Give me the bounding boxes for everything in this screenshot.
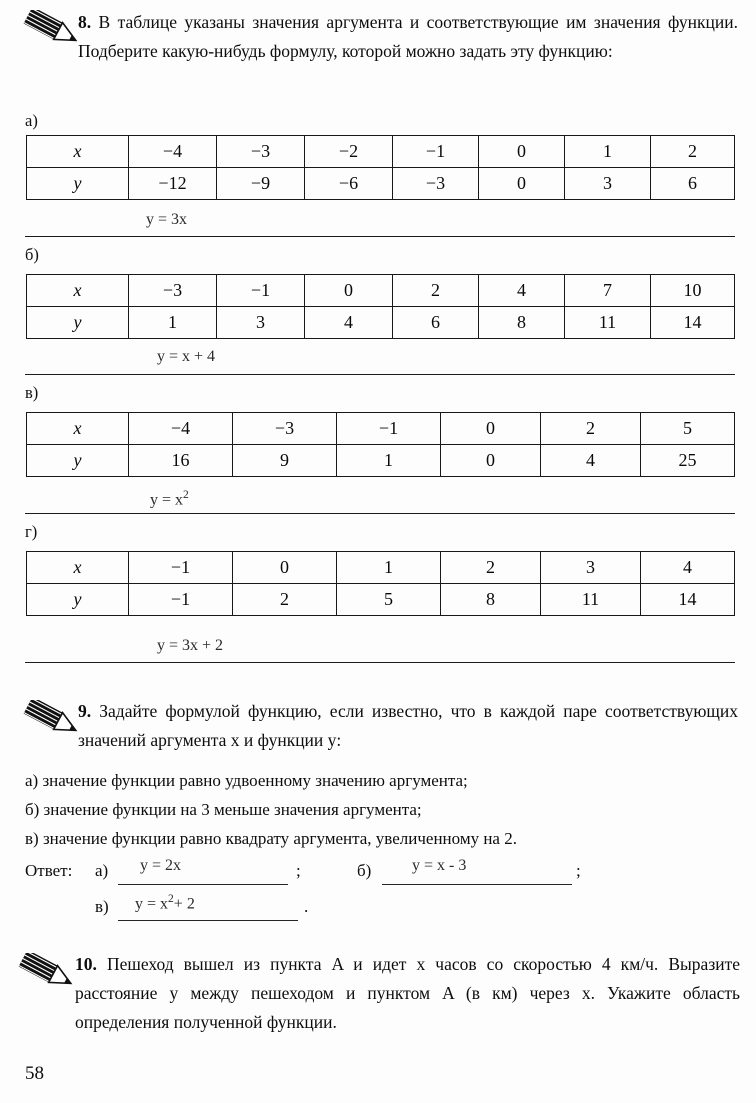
- row-label-x: x: [27, 552, 129, 584]
- answer-part-a: y = 3x: [146, 211, 188, 228]
- cell: 16: [129, 445, 233, 477]
- problem-9-statement: [78, 697, 738, 755]
- cell: 0: [441, 445, 541, 477]
- cell: 14: [641, 584, 735, 616]
- pencil-icon: [22, 10, 84, 50]
- answer-9v-line[interactable]: [118, 920, 298, 921]
- pencil-icon: [17, 953, 79, 993]
- cell: −4: [129, 136, 217, 168]
- answer-9v-base: y = x: [135, 895, 169, 913]
- cell: 25: [641, 445, 735, 477]
- cell: 2: [441, 552, 541, 584]
- section-rule-v: [25, 513, 735, 514]
- cell: 4: [541, 445, 641, 477]
- cell: 7: [565, 275, 651, 307]
- problem-10-number: 10.: [75, 954, 97, 974]
- answer-9a-terminator: ;: [296, 861, 301, 880]
- cell: 0: [479, 168, 565, 200]
- answer-part-v-base: y = x: [150, 491, 184, 509]
- cell: 3: [565, 168, 651, 200]
- cell: 0: [233, 552, 337, 584]
- cell: 0: [441, 413, 541, 445]
- cell: 4: [479, 275, 565, 307]
- row-label-y: y: [27, 307, 129, 339]
- table-row: [27, 275, 735, 307]
- table-part-b: [26, 274, 735, 339]
- table-part-v: [26, 412, 735, 477]
- cell: 5: [641, 413, 735, 445]
- section-rule-a: [25, 236, 735, 237]
- row-label-y: y: [27, 584, 129, 616]
- answer-9v-value[interactable]: [135, 893, 195, 913]
- answer-part-v-exponent: 2: [183, 489, 189, 501]
- problem-8-statement: [78, 8, 738, 66]
- row-label-x: x: [27, 136, 129, 168]
- section-rule-g: [25, 662, 735, 663]
- answer-9v-exponent: 2: [168, 893, 174, 905]
- answer-9a-line[interactable]: [118, 884, 288, 885]
- table-part-g: [26, 551, 735, 616]
- part-label-g: г): [25, 522, 38, 541]
- cell: 4: [641, 552, 735, 584]
- cell: −1: [393, 136, 479, 168]
- table-row: [27, 136, 735, 168]
- table-row: [27, 584, 735, 616]
- cell: −1: [129, 584, 233, 616]
- table-part-a: [26, 135, 735, 200]
- cell: 8: [479, 307, 565, 339]
- cell: 11: [565, 307, 651, 339]
- problem-9-item-v: в) значение функции равно квадрату аргумента, увеличенному на 2.: [25, 829, 517, 848]
- row-label-y: y: [27, 168, 129, 200]
- cell: 0: [479, 136, 565, 168]
- table-row: [27, 168, 735, 200]
- cell: 3: [541, 552, 641, 584]
- cell: 6: [393, 307, 479, 339]
- cell: −1: [217, 275, 305, 307]
- row-label-x: x: [27, 275, 129, 307]
- answer-prefix-label: Ответ:: [25, 861, 73, 880]
- cell: 0: [305, 275, 393, 307]
- row-label-x: x: [27, 413, 129, 445]
- cell: 4: [305, 307, 393, 339]
- cell: −6: [305, 168, 393, 200]
- answer-9v-tail: + 2: [173, 895, 195, 913]
- section-rule-b: [25, 374, 735, 375]
- part-label-b: б): [25, 245, 39, 264]
- pencil-icon: [22, 700, 84, 740]
- problem-10-statement: [75, 950, 740, 1037]
- page-number: 58: [25, 1063, 44, 1084]
- answer-9b-line[interactable]: [382, 884, 572, 885]
- cell: 1: [337, 445, 441, 477]
- problem-9-number: 9.: [78, 701, 92, 721]
- cell: 6: [651, 168, 735, 200]
- cell: 9: [233, 445, 337, 477]
- problem-9-text: Задайте формулой функцию, если известно, что в каждой паре соответствующих значений аргумента x и функции y:: [78, 701, 739, 750]
- answer-part-v: [150, 489, 189, 509]
- cell: −1: [337, 413, 441, 445]
- answer-9v-terminator: .: [304, 897, 309, 916]
- problem-10-text: Пешеход вышел из пункта A и идет x часов со скоростью 4 км/ч. Выразите расстояние y между пешеходом и пунктом A (в км) через x. Укажите область определения полученной функции.: [75, 954, 741, 1032]
- problem-9-item-a: а) значение функции равно удвоенному значению аргумента;: [25, 771, 468, 790]
- answer-9a-label: а): [95, 861, 109, 880]
- cell: 1: [337, 552, 441, 584]
- answer-9b-label: б): [357, 861, 372, 880]
- cell: 5: [337, 584, 441, 616]
- answer-part-g: y = 3x + 2: [157, 637, 224, 654]
- cell: 2: [233, 584, 337, 616]
- part-label-a: а): [25, 111, 38, 130]
- answer-9b-value[interactable]: y = x - 3: [412, 857, 467, 874]
- cell: 14: [651, 307, 735, 339]
- cell: −2: [305, 136, 393, 168]
- part-label-v: в): [25, 383, 39, 402]
- cell: 10: [651, 275, 735, 307]
- problem-9-item-b: б) значение функции на 3 меньше значения аргумента;: [25, 800, 422, 819]
- answer-9v-label: в): [95, 897, 109, 916]
- cell: 2: [651, 136, 735, 168]
- cell: 2: [393, 275, 479, 307]
- row-label-y: y: [27, 445, 129, 477]
- cell: −3: [129, 275, 217, 307]
- cell: 3: [217, 307, 305, 339]
- cell: −12: [129, 168, 217, 200]
- cell: −4: [129, 413, 233, 445]
- answer-9a-value[interactable]: y = 2x: [140, 857, 182, 874]
- cell: 8: [441, 584, 541, 616]
- cell: −3: [233, 413, 337, 445]
- table-row: [27, 552, 735, 584]
- cell: 11: [541, 584, 641, 616]
- table-row: [27, 307, 735, 339]
- cell: 1: [129, 307, 217, 339]
- cell: 2: [541, 413, 641, 445]
- problem-8-text: В таблице указаны значения аргумента и соответствующие им значения функции. Подберите какую-нибудь формулу, которой можно задать эту функцию:: [78, 12, 739, 61]
- cell: −9: [217, 168, 305, 200]
- answer-9b-terminator: ;: [576, 861, 581, 880]
- table-row: [27, 413, 735, 445]
- cell: 1: [565, 136, 651, 168]
- cell: −3: [217, 136, 305, 168]
- cell: −3: [393, 168, 479, 200]
- problem-8-number: 8.: [78, 12, 92, 32]
- cell: −1: [129, 552, 233, 584]
- table-row: [27, 445, 735, 477]
- answer-part-b: y = x + 4: [157, 348, 216, 365]
